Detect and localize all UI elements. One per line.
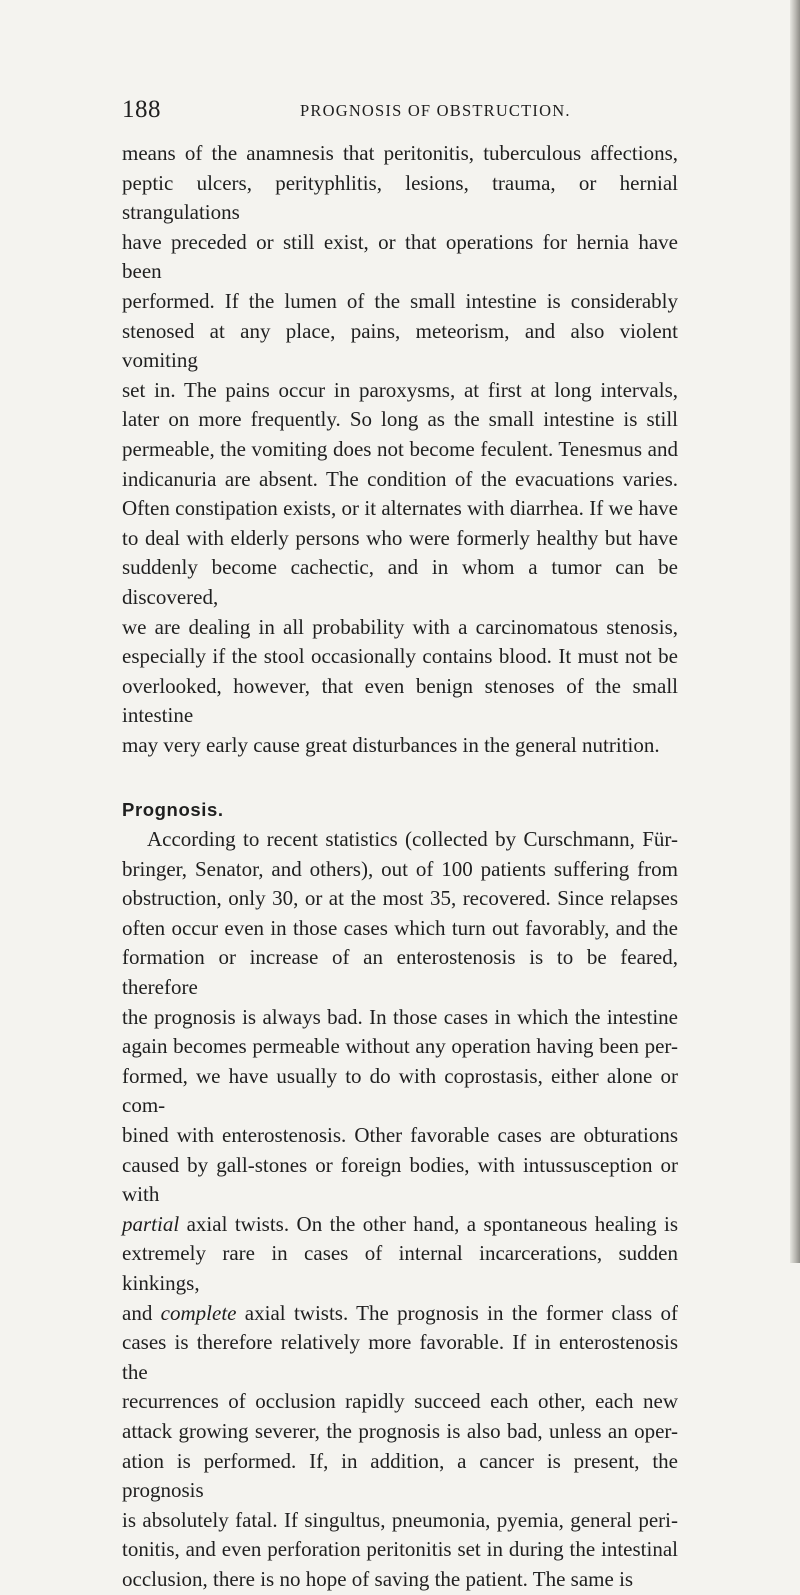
text-line: means of the anamnesis that peritonitis, tuberculous affections, xyxy=(122,141,678,165)
text-line: often occur even in those cases which turn out favorably, and the xyxy=(122,915,678,940)
text-line: suddenly become cachectic, and in whom a tumor can be discovered, xyxy=(122,555,678,609)
text-line: stenosed at any place, pains, meteorism, and also violent vomiting xyxy=(122,318,678,373)
italic-word: partial xyxy=(122,1211,180,1236)
body-text xyxy=(122,139,678,1595)
text-line: occlusion, there is no hope of saving the patient. The same is xyxy=(122,1566,634,1591)
text-line: is absolutely fatal. If singultus, pneumonia, pyemia, general peri- xyxy=(122,1507,678,1532)
text-line: later on more frequently. So long as the small intestine is still xyxy=(122,407,678,432)
text-line: recurrences of occlusion rapidly succeed each other, each new xyxy=(122,1389,678,1414)
text-line xyxy=(122,1210,678,1240)
page-header xyxy=(122,96,682,126)
text-run: and xyxy=(122,1300,161,1325)
italic-word: complete xyxy=(160,1300,237,1325)
text-line: caused by gall-stones or foreign bodies, with intussusception or with xyxy=(122,1152,678,1207)
text-line: the prognosis is always bad. In those cases in which the intestine xyxy=(122,1004,678,1029)
text-line xyxy=(122,1299,678,1329)
text-line: especially if the stool occasionally contains blood. It must not be xyxy=(122,644,678,669)
text-line: ation is performed. If, in addition, a cancer is present, the prognosis xyxy=(122,1448,678,1503)
text-line: According to recent statistics (collected by Curschmann, Für- xyxy=(147,827,678,852)
text-line: set in. The pains occur in paroxysms, at first at long intervals, xyxy=(122,377,678,402)
text-line: may very early cause great disturbances in the general nutrition. xyxy=(122,732,660,757)
text-line: formed, we have usually to do with coprostasis, either alone or com- xyxy=(122,1063,678,1118)
text-line: indicanuria are absent. The condition of the evacuations varies. xyxy=(122,466,678,491)
text-line: have preceded or still exist, or that operations for hernia have been xyxy=(122,229,678,284)
text-line: bined with enterostenosis. Other favorable cases are obturations xyxy=(122,1123,678,1147)
text-line: formation or increase of an enterostenosis is to be feared, therefore xyxy=(122,945,678,1000)
text-line: peptic ulcers, perityphlitis, lesions, trauma, or hernial strangulations xyxy=(122,170,678,225)
text-line: again becomes permeable without any operation having been per- xyxy=(122,1034,678,1059)
page-number: 188 xyxy=(122,96,161,123)
text-line: extremely rare in cases of internal incarcerations, sudden kinkings, xyxy=(122,1241,678,1295)
text-line: Often constipation exists, or it alternates with diarrhea. If we have xyxy=(122,496,678,521)
text-line: cases is therefore relatively more favorable. If in enterostenosis the xyxy=(122,1330,678,1384)
page-edge-shadow xyxy=(790,0,800,1263)
text-line: bringer, Senator, and others), out of 100 patients suffering from xyxy=(122,856,678,881)
text-line: we are dealing in all probability with a carcinomatous stenosis, xyxy=(122,614,678,639)
text-line: overlooked, however, that even benign stenoses of the small intestine xyxy=(122,673,678,728)
text-run: axial twists. The prognosis in the former class of xyxy=(236,1300,678,1325)
text-line: attack growing severer, the prognosis is also bad, unless an oper- xyxy=(122,1418,678,1443)
text-line: permeable, the vomiting does not become feculent. Tenesmus and xyxy=(122,436,678,461)
running-head: PROGNOSIS OF OBSTRUCTION. xyxy=(300,101,571,120)
text-line: obstruction, only 30, or at the most 35, recovered. Since relapses xyxy=(122,886,678,911)
paragraph-2 xyxy=(122,825,678,1594)
text-run: axial twists. On the other hand, a spontaneous healing is xyxy=(179,1211,678,1236)
paragraph-1 xyxy=(122,139,678,760)
section-heading: Prognosis. xyxy=(122,799,224,821)
text-line: performed. If the lumen of the small intestine is considerably xyxy=(122,288,678,313)
text-line: to deal with elderly persons who were formerly healthy but have xyxy=(122,525,678,550)
text-line: tonitis, and even perforation peritonitis set in during the intestinal xyxy=(122,1537,678,1562)
